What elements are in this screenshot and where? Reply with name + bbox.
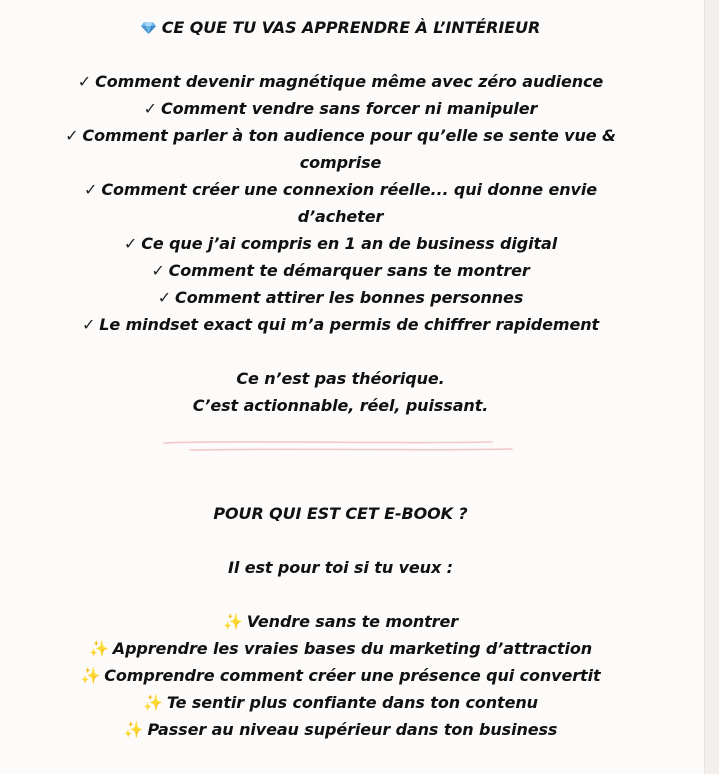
- section-title-audience: POUR QUI EST CET E-BOOK ?: [213, 504, 468, 523]
- sparkles-icon: ✨: [80, 666, 101, 685]
- diamond-icon: [141, 22, 156, 34]
- list-item: ✨ Passer au niveau supérieur dans ton business: [0, 716, 681, 743]
- list-item: ✨ Apprendre les vraies bases du marketing d’attraction: [0, 635, 681, 662]
- list-item: ✓ Comment attirer les bonnes personnes: [0, 284, 681, 311]
- checkmark-icon: ✓: [65, 126, 79, 145]
- list-item: ✓ Comment devenir magnétique même avec zéro audience: [0, 68, 681, 95]
- section-title-learn: CE QUE TU VAS APPRENDRE À L’INTÉRIEUR: [0, 14, 681, 41]
- list-item: ✓ Le mindset exact qui m’a permis de chiffrer rapidement: [0, 311, 681, 338]
- checkmark-icon: ✓: [143, 99, 157, 118]
- divider: [0, 419, 681, 473]
- right-edge-shadow: [704, 0, 719, 774]
- checkmark-icon: ✓: [151, 261, 165, 280]
- checkmark-icon: ✓: [157, 288, 172, 307]
- statement-line-1: Ce n’est pas théorique.: [236, 369, 445, 388]
- list-item: ✨ Comprendre comment créer une présence qui convertit: [0, 662, 681, 689]
- sparkles-icon: ✨: [143, 693, 163, 712]
- ebook-content: [0, 14, 681, 743]
- list-item: ✨ Vendre sans te montrer: [0, 608, 681, 635]
- statement-line-2: C’est actionnable, réel, puissant.: [192, 396, 489, 415]
- audience-intro: Il est pour toi si tu veux :: [228, 558, 453, 577]
- list-item: ✓ Comment te démarquer sans te montrer: [0, 257, 681, 284]
- checkmark-icon: ✓: [77, 72, 92, 91]
- list-item: ✓ Comment vendre sans forcer ni manipuler: [0, 95, 681, 122]
- list-item: ✓ Comment créer une connexion réelle... qui donne envie d’acheter: [61, 176, 621, 230]
- sparkles-icon: ✨: [222, 612, 243, 631]
- list-item: ✨ Te sentir plus confiante dans ton contenu: [0, 689, 681, 716]
- checkmark-icon: ✓: [123, 234, 138, 253]
- list-item: ✓ Ce que j’ai compris en 1 an de business digital: [0, 230, 681, 257]
- brush-divider: [160, 439, 520, 455]
- checkmark-icon: ✓: [84, 180, 98, 199]
- sparkles-icon: ✨: [123, 720, 144, 739]
- list-item: ✓ Comment parler à ton audience pour qu’elle se sente vue & comprise: [41, 122, 641, 176]
- sparkles-icon: ✨: [88, 639, 109, 658]
- checkmark-icon: ✓: [81, 315, 96, 334]
